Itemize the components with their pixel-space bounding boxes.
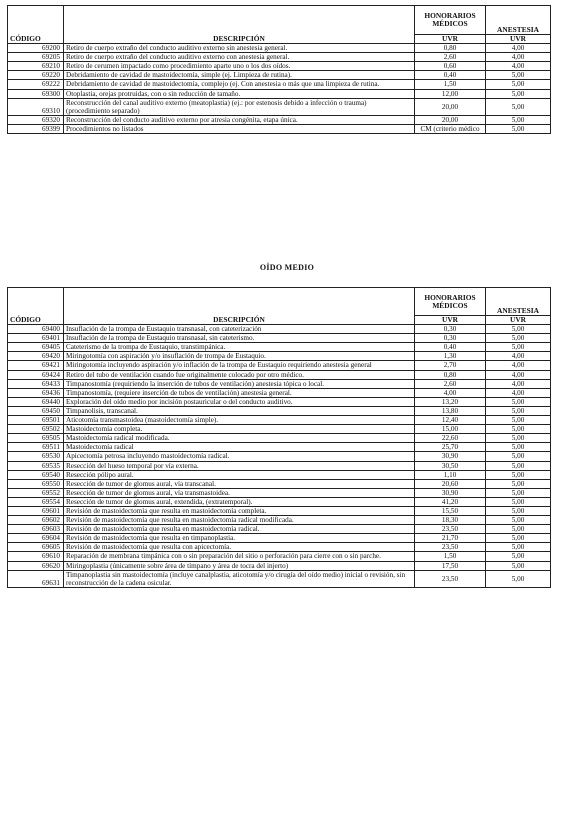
table-row bbox=[8, 71, 551, 80]
anesthesia-value: 4,00 bbox=[486, 361, 551, 370]
procedure-code: 69502 bbox=[8, 425, 64, 434]
anesthesia-value: 5,00 bbox=[486, 570, 551, 587]
procedure-description: Miringotomía incluyendo aspiración y/o inflación de la trompa de Eustaquio requiriendo anestesia general bbox=[64, 361, 415, 370]
fees-value: 0,40 bbox=[415, 71, 486, 80]
anesthesia-value: 5,00 bbox=[486, 416, 551, 425]
procedure-description: Resección de tumor de glomus aural, vía transmastoidea. bbox=[64, 488, 415, 497]
procedure-code: 69440 bbox=[8, 397, 64, 406]
anesthesia-value: 5,00 bbox=[486, 488, 551, 497]
anesthesia-value: 5,00 bbox=[486, 397, 551, 406]
procedure-description: Debridamiento de cavidad de mastoidectomía, complejo (ej. Con anestesia o más que una limpieza de rutina. bbox=[64, 80, 415, 89]
procedure-description: Aticotomía transmastoidea (mastoidectomía simple). bbox=[64, 416, 415, 425]
table-row bbox=[8, 570, 551, 587]
procedure-code: 69530 bbox=[8, 452, 64, 461]
procedure-description: Resección de tumor de glomus aural, vía transcanal. bbox=[64, 479, 415, 488]
fees-value: 1,10 bbox=[415, 470, 486, 479]
table-row bbox=[8, 434, 551, 443]
procedure-description: Revisión de mastoidectomía que resulta con apicectomía. bbox=[64, 543, 415, 552]
anesthesia-unit: UVR bbox=[486, 316, 551, 325]
procedure-description: Retiro del tubo de ventilación cuando fue originalmente colocado por otro médico. bbox=[64, 370, 415, 379]
procedure-code: 69320 bbox=[8, 115, 64, 124]
fees-value: 20,00 bbox=[415, 115, 486, 124]
anesthesia-value: 5,00 bbox=[486, 425, 551, 434]
procedure-description: Retiro de cerumen impactado como procedimiento aparte uno o los dos oídos. bbox=[64, 62, 415, 71]
procedure-code: 69601 bbox=[8, 506, 64, 515]
section-title: OÍDO MEDIO bbox=[259, 263, 315, 272]
procedure-description: Resección pólipo aural. bbox=[64, 470, 415, 479]
anesthesia-value: 5,00 bbox=[486, 124, 551, 133]
anesthesia-header: ANESTESIA bbox=[486, 6, 551, 35]
procedure-code: 69540 bbox=[8, 470, 64, 479]
fees-value: 23,50 bbox=[415, 570, 486, 587]
anesthesia-value: 5,00 bbox=[486, 479, 551, 488]
procedure-description: Timpanostomía (requiriendo la inserción de tubos de ventilación) anestesia tópica o local. bbox=[64, 379, 415, 388]
fees-value: 30,50 bbox=[415, 461, 486, 470]
procedure-description: Debridamiento de cavidad de mastoidectomía, simple (ej. Limpieza de rutina). bbox=[64, 71, 415, 80]
procedure-code: 69505 bbox=[8, 434, 64, 443]
table-row bbox=[8, 452, 551, 461]
table-row bbox=[8, 379, 551, 388]
table-row bbox=[8, 62, 551, 71]
procedure-code: 69205 bbox=[8, 53, 64, 62]
table-row bbox=[8, 124, 551, 133]
fees-unit: UVR bbox=[415, 316, 486, 325]
procedure-code: 69550 bbox=[8, 479, 64, 488]
fees-value: 41,20 bbox=[415, 497, 486, 506]
fees-value: 25,70 bbox=[415, 443, 486, 452]
code-header: CÓDIGO bbox=[8, 6, 64, 44]
procedure-code: 69200 bbox=[8, 44, 64, 53]
procedure-description: Revisión de mastoidectomía que resulta en mastoidectomía radical modificada. bbox=[64, 516, 415, 525]
procedure-code: 69310 bbox=[8, 98, 64, 115]
table-row bbox=[8, 488, 551, 497]
fees-value: 23,50 bbox=[415, 543, 486, 552]
external-ear-table bbox=[7, 5, 551, 134]
procedure-code: 69450 bbox=[8, 406, 64, 415]
fees-value: 2,60 bbox=[415, 53, 486, 62]
table-row bbox=[8, 361, 551, 370]
procedure-code: 69424 bbox=[8, 370, 64, 379]
fees-value: 2,70 bbox=[415, 361, 486, 370]
procedure-description: Revisión de mastoidectomía que resulta en timpanoplastia. bbox=[64, 534, 415, 543]
fees-value: 30,90 bbox=[415, 488, 486, 497]
table-row bbox=[8, 388, 551, 397]
procedure-code: 69610 bbox=[8, 552, 64, 561]
table-row bbox=[8, 334, 551, 343]
anesthesia-value: 5,00 bbox=[486, 71, 551, 80]
anesthesia-value: 5,00 bbox=[486, 497, 551, 506]
anesthesia-value: 5,00 bbox=[486, 443, 551, 452]
procedure-description: Timpanolisis, transcanal. bbox=[64, 406, 415, 415]
procedure-code: 69433 bbox=[8, 379, 64, 388]
anesthesia-value: 5,00 bbox=[486, 334, 551, 343]
procedure-description: Mastoidectomía radical modificada. bbox=[64, 434, 415, 443]
table-row bbox=[8, 443, 551, 452]
description-header: DESCRIPCIÓN bbox=[64, 6, 415, 44]
procedure-description: Reconstrucción del canal auditivo externo (meatoplastia) (ej.: por estenosis debido a infección o trauma) (procedimiento separado) bbox=[64, 98, 415, 115]
middle-ear-table bbox=[7, 287, 551, 588]
code-header: CÓDIGO bbox=[8, 288, 64, 325]
procedure-code: 69605 bbox=[8, 543, 64, 552]
procedure-code: 69604 bbox=[8, 534, 64, 543]
procedure-code: 69421 bbox=[8, 361, 64, 370]
fees-value: 13,80 bbox=[415, 406, 486, 415]
fees-value: 30,90 bbox=[415, 452, 486, 461]
procedure-description: Revisión de mastoidectomía que resulta en mastoidectomía radical. bbox=[64, 525, 415, 534]
fees-value: 0,60 bbox=[415, 62, 486, 71]
anesthesia-value: 4,00 bbox=[486, 379, 551, 388]
fees-value: 20,60 bbox=[415, 479, 486, 488]
table-header bbox=[8, 6, 551, 44]
fees-value: CM (criterio médico bbox=[415, 124, 486, 133]
procedure-description: Timpanostomía, (requiere inserción de tubos de ventilación) anestesia general. bbox=[64, 388, 415, 397]
middle-ear-body bbox=[8, 325, 551, 588]
procedure-description: Reconstrucción del conducto auditivo externo por atresia congénita, etapa única. bbox=[64, 115, 415, 124]
procedure-code: 69603 bbox=[8, 525, 64, 534]
fees-header: HONORARIOS MÉDICOS bbox=[415, 288, 486, 316]
procedure-code: 69511 bbox=[8, 443, 64, 452]
procedure-description: Resección del hueso temporal por vía externa. bbox=[64, 461, 415, 470]
anesthesia-value: 4,00 bbox=[486, 44, 551, 53]
fees-header: HONORARIOS MÉDICOS bbox=[415, 6, 486, 35]
fees-value: 17,50 bbox=[415, 561, 486, 570]
fees-value: 12,40 bbox=[415, 416, 486, 425]
fees-value: 0,80 bbox=[415, 44, 486, 53]
table-row bbox=[8, 352, 551, 361]
anesthesia-value: 4,00 bbox=[486, 388, 551, 397]
table-row bbox=[8, 552, 551, 561]
anesthesia-value: 5,00 bbox=[486, 406, 551, 415]
table-row bbox=[8, 425, 551, 434]
table-header bbox=[8, 288, 551, 325]
procedure-description: Miringoplastia (únicamente sobre área de tímpano y área de tocra del injerto) bbox=[64, 561, 415, 570]
anesthesia-value: 5,00 bbox=[486, 434, 551, 443]
procedure-description: Retiro de cuerpo extraño del conducto auditivo externo con anestesia general. bbox=[64, 53, 415, 62]
fees-value: 0,40 bbox=[415, 343, 486, 352]
fees-value: 0,30 bbox=[415, 334, 486, 343]
table-row bbox=[8, 506, 551, 515]
anesthesia-value: 4,00 bbox=[486, 370, 551, 379]
procedure-description: Insuflación de la trompa de Eustaquio transnasal, con cateterización bbox=[64, 325, 415, 334]
procedure-description: Reparación de membrana timpánica con o sin preparación del sitio o perforación para cierre con o sin parche. bbox=[64, 552, 415, 561]
table-row bbox=[8, 561, 551, 570]
table-row bbox=[8, 80, 551, 89]
fees-value: 1,50 bbox=[415, 552, 486, 561]
procedure-description: Cateterismo de la trompa de Eustaquio, transtimpánica. bbox=[64, 343, 415, 352]
procedure-code: 69631 bbox=[8, 570, 64, 587]
anesthesia-value: 5,00 bbox=[486, 506, 551, 515]
procedure-description: Timpanoplastia sin mastoidectomía (incluye canalplastia, aticotomía y/o cirugía del oído medio) inicial o revisión, sin reconstrucción de la cadena osicular. bbox=[64, 570, 415, 587]
anesthesia-value: 5,00 bbox=[486, 525, 551, 534]
fees-value: 13,20 bbox=[415, 397, 486, 406]
table-row bbox=[8, 53, 551, 62]
fees-value: 2,60 bbox=[415, 379, 486, 388]
fees-value: 15,00 bbox=[415, 425, 486, 434]
table-row bbox=[8, 470, 551, 479]
procedure-code: 69405 bbox=[8, 343, 64, 352]
table-row bbox=[8, 343, 551, 352]
anesthesia-value: 4,00 bbox=[486, 352, 551, 361]
anesthesia-header: ANESTESIA bbox=[486, 288, 551, 316]
anesthesia-value: 5,00 bbox=[486, 89, 551, 98]
table-row bbox=[8, 461, 551, 470]
procedure-description: Apicectomía petrosa incluyendo mastoidectomía radical. bbox=[64, 452, 415, 461]
anesthesia-unit: UVR bbox=[486, 35, 551, 44]
table-row bbox=[8, 416, 551, 425]
procedure-code: 69436 bbox=[8, 388, 64, 397]
fees-value: 18,30 bbox=[415, 516, 486, 525]
table-row bbox=[8, 115, 551, 124]
fees-value: 0,30 bbox=[415, 325, 486, 334]
anesthesia-value: 5,00 bbox=[486, 516, 551, 525]
procedure-code: 69401 bbox=[8, 334, 64, 343]
fees-value: 4,00 bbox=[415, 388, 486, 397]
fees-value: 21,70 bbox=[415, 534, 486, 543]
table-row bbox=[8, 479, 551, 488]
table-row bbox=[8, 98, 551, 115]
anesthesia-value: 5,00 bbox=[486, 470, 551, 479]
procedure-code: 69535 bbox=[8, 461, 64, 470]
anesthesia-value: 5,00 bbox=[486, 461, 551, 470]
procedure-code: 69222 bbox=[8, 80, 64, 89]
fees-value: 0,80 bbox=[415, 370, 486, 379]
table-row bbox=[8, 497, 551, 506]
procedure-description: Mastoidectomía radical bbox=[64, 443, 415, 452]
procedure-code: 69501 bbox=[8, 416, 64, 425]
procedure-description: Exploración del oído medio por incisión postauricular o del conducto auditivo. bbox=[64, 397, 415, 406]
external-ear-body bbox=[8, 44, 551, 134]
anesthesia-value: 5,00 bbox=[486, 543, 551, 552]
anesthesia-value: 5,00 bbox=[486, 343, 551, 352]
procedure-description: Mastoidectomía completa. bbox=[64, 425, 415, 434]
table-row bbox=[8, 516, 551, 525]
anesthesia-value: 4,00 bbox=[486, 53, 551, 62]
table-row bbox=[8, 325, 551, 334]
procedure-code: 69399 bbox=[8, 124, 64, 133]
fees-value: 22,60 bbox=[415, 434, 486, 443]
anesthesia-value: 4,00 bbox=[486, 62, 551, 71]
procedure-code: 69602 bbox=[8, 516, 64, 525]
anesthesia-value: 5,00 bbox=[486, 325, 551, 334]
procedure-description: Resección de tumor de glomus aural, extendida, (extratemporal). bbox=[64, 497, 415, 506]
procedure-code: 69220 bbox=[8, 71, 64, 80]
table-row bbox=[8, 534, 551, 543]
table-row bbox=[8, 543, 551, 552]
procedure-description: Retiro de cuerpo extraño del conducto auditivo externo sin anestesia general. bbox=[64, 44, 415, 53]
table-row bbox=[8, 397, 551, 406]
procedure-code: 69620 bbox=[8, 561, 64, 570]
anesthesia-value: 5,00 bbox=[486, 552, 551, 561]
procedure-description: Otoplastia, orejas protruidas, con o sin reducción de tamaño. bbox=[64, 89, 415, 98]
fees-value: 15,50 bbox=[415, 506, 486, 515]
table-row bbox=[8, 406, 551, 415]
description-header: DESCRIPCIÓN bbox=[64, 288, 415, 325]
procedure-description: Insuflación de la trompa de Eustaquio transnasal, sin cateterismo. bbox=[64, 334, 415, 343]
anesthesia-value: 5,00 bbox=[486, 534, 551, 543]
table-row bbox=[8, 370, 551, 379]
table-row bbox=[8, 89, 551, 98]
fees-value: 20,00 bbox=[415, 98, 486, 115]
table-row bbox=[8, 525, 551, 534]
fees-value: 1,50 bbox=[415, 80, 486, 89]
fees-value: 23,50 bbox=[415, 525, 486, 534]
fees-unit: UVR bbox=[415, 35, 486, 44]
anesthesia-value: 5,00 bbox=[486, 98, 551, 115]
anesthesia-value: 5,00 bbox=[486, 80, 551, 89]
procedure-code: 69420 bbox=[8, 352, 64, 361]
table-row bbox=[8, 44, 551, 53]
fees-value: 12,00 bbox=[415, 89, 486, 98]
procedure-description: Revisión de mastoidectomía que resulta en mastoidectomía completa. bbox=[64, 506, 415, 515]
anesthesia-value: 5,00 bbox=[486, 115, 551, 124]
procedure-description: Miringotomía con aspiración y/o insuflación de trompa de Eustaquio. bbox=[64, 352, 415, 361]
fees-value: 1,30 bbox=[415, 352, 486, 361]
procedure-code: 69554 bbox=[8, 497, 64, 506]
anesthesia-value: 5,00 bbox=[486, 561, 551, 570]
procedure-code: 69400 bbox=[8, 325, 64, 334]
procedure-code: 69300 bbox=[8, 89, 64, 98]
procedure-code: 69552 bbox=[8, 488, 64, 497]
procedure-description: Procedimientos no listados bbox=[64, 124, 415, 133]
anesthesia-value: 5,00 bbox=[486, 452, 551, 461]
procedure-code: 69210 bbox=[8, 62, 64, 71]
